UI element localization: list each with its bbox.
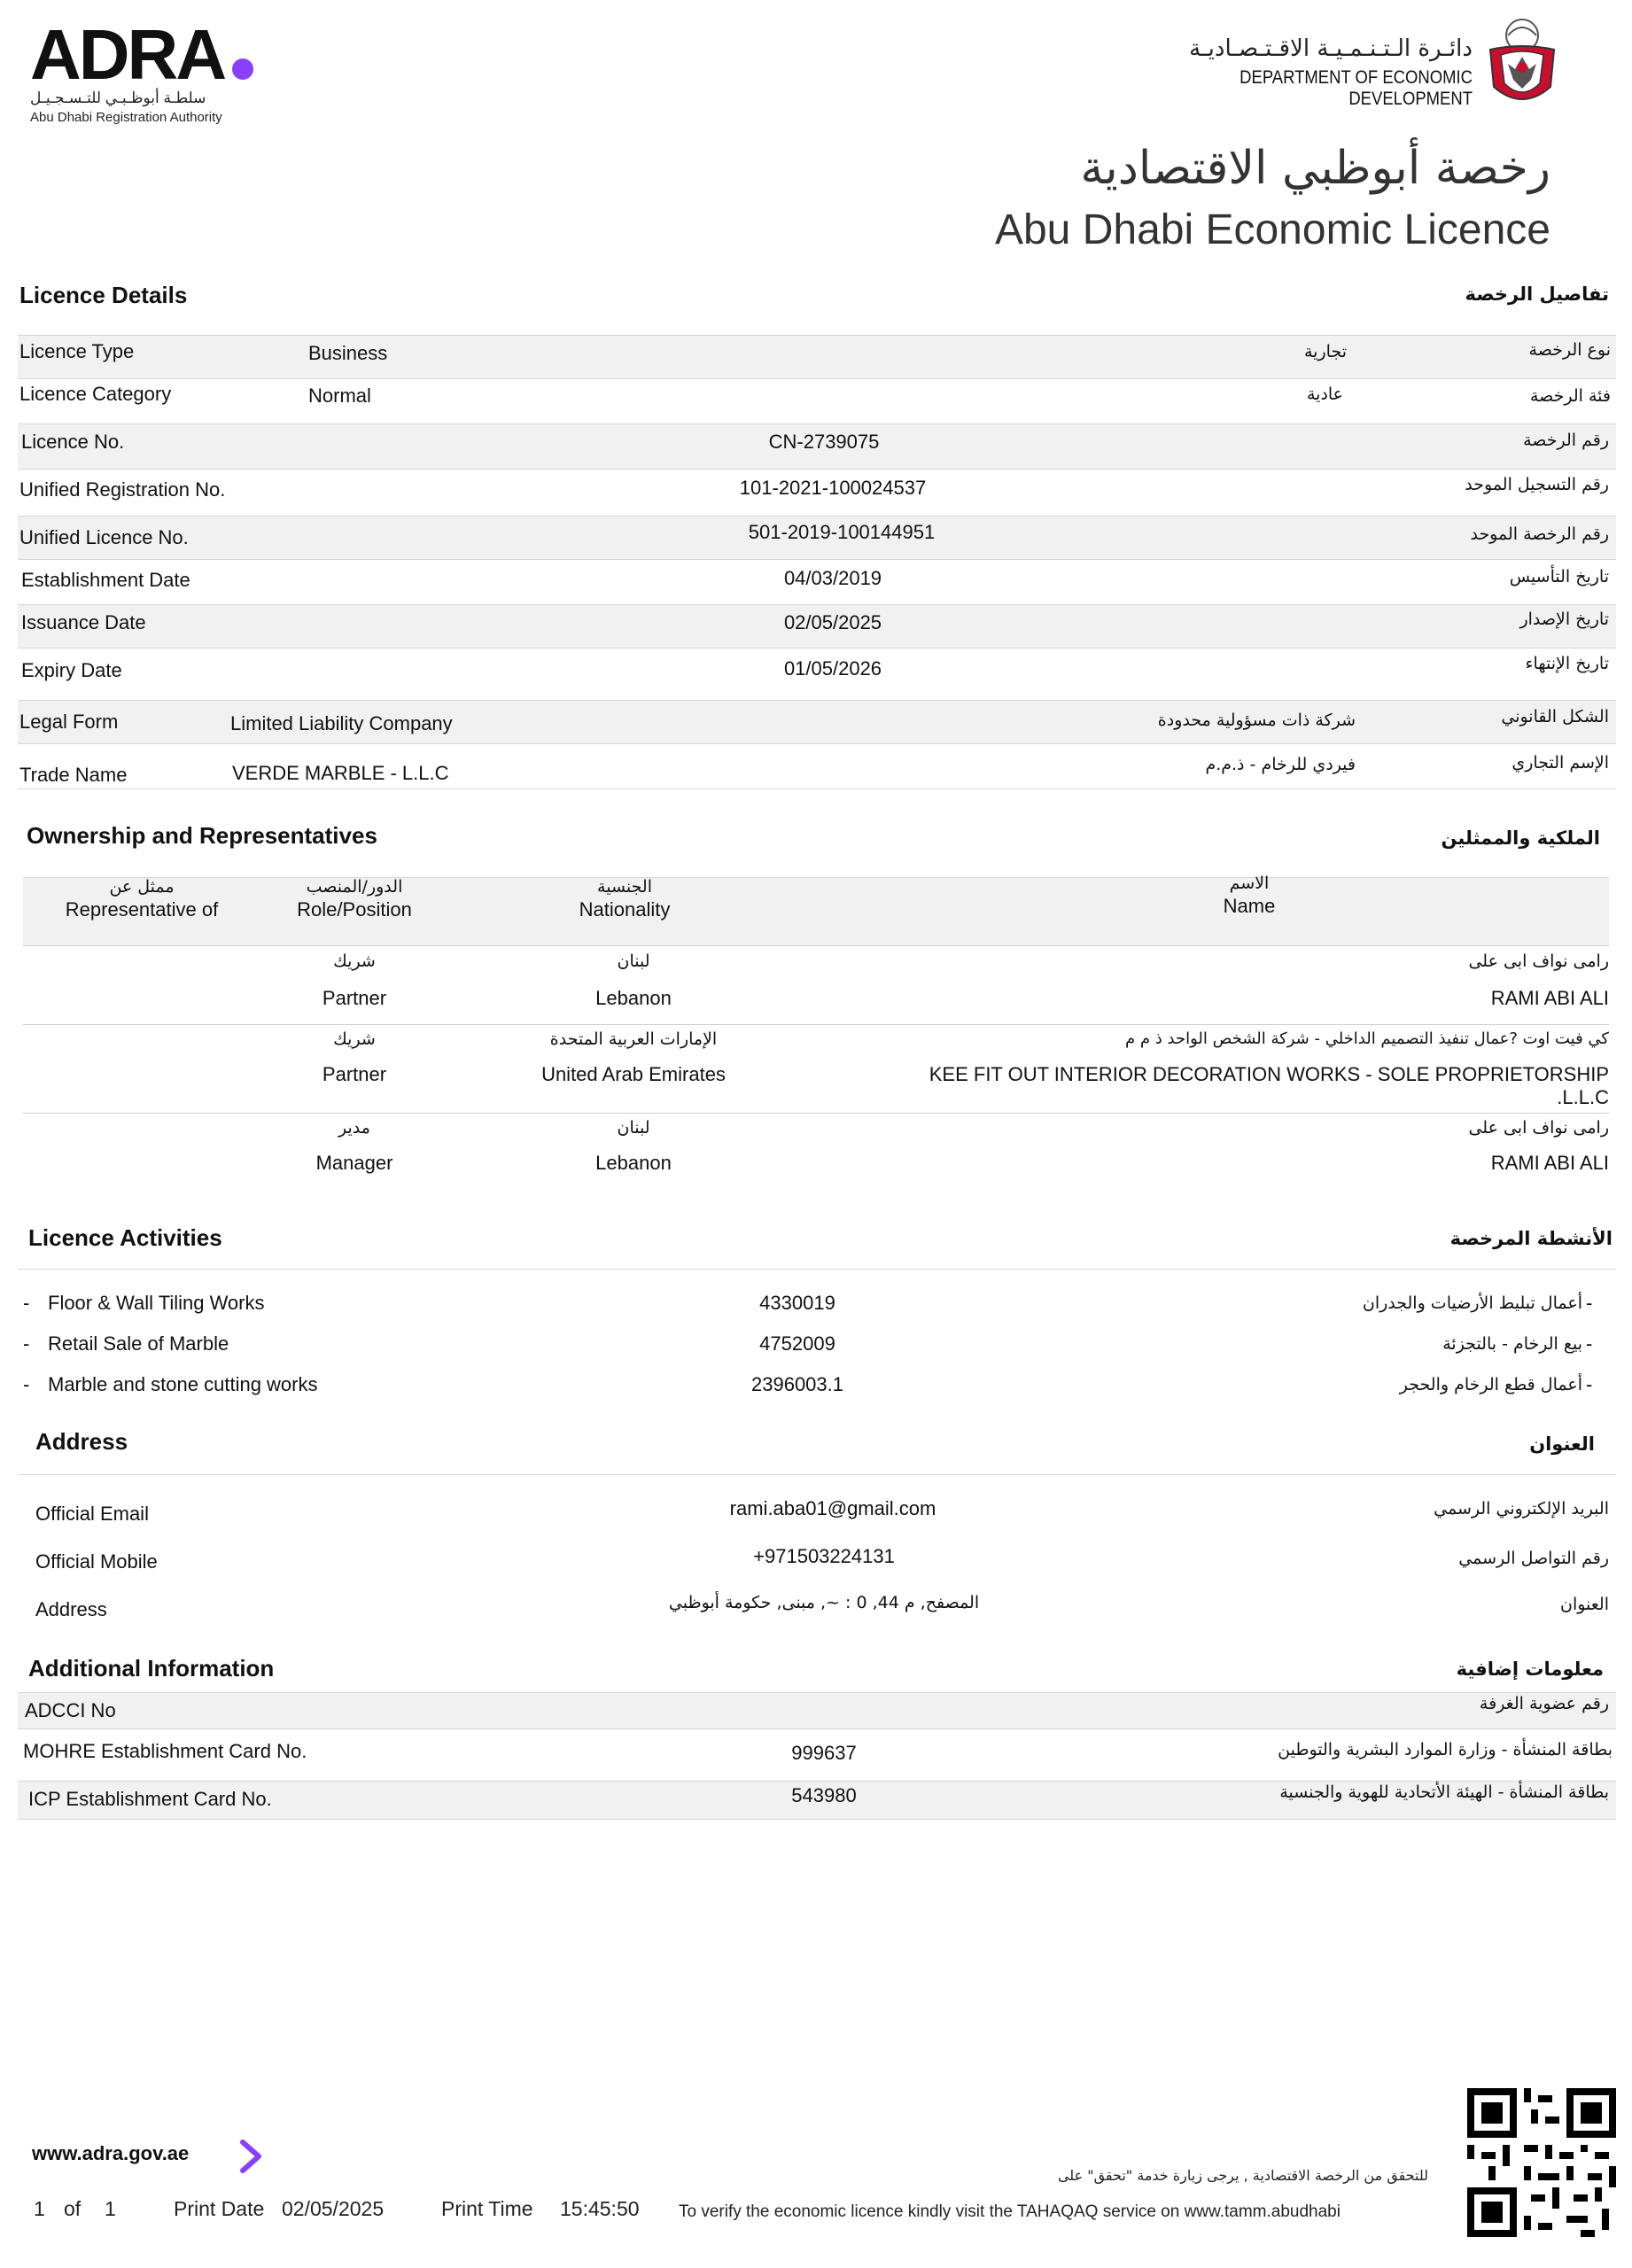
licence-type-band [18,335,1616,379]
expiry-date-label: Expiry Date [21,659,122,681]
licence-category-label: Licence Category [19,383,172,405]
address-label: Address [35,1598,107,1620]
official-mobile-label: Official Mobile [35,1550,158,1573]
unified-registration-label-ar: رقم التسجيل الموحد [1465,475,1609,494]
adra-website-link[interactable]: www.adra.gov.ae [32,2142,190,2164]
legal-form-value: Limited Liability Company [230,712,453,734]
activity-3-dash-ar: - [1586,1373,1593,1395]
trade-name-value-ar: فيردي للرخام - ذ.م.م [1205,755,1356,774]
official-email-value: rami.aba01@gmail.com [729,1497,936,1519]
print-date-label: Print Date [174,2197,265,2220]
owner-2-nationality: United Arab Emirates [541,1063,726,1085]
licence-no-label-ar: رقم الرخصة [1523,431,1609,450]
address-value: المصفح, م 44, 0 : ~, مبنى, حكومة أبوظبي [668,1593,980,1612]
unified-licence-value: 501-2019-100144951 [748,521,936,543]
page-number-total: 1 [105,2197,116,2220]
adra-logo-arabic: سلطـة أبوظـبـي للتـسـجـيـل [30,89,206,106]
licence-title-arabic: رخصة أبوظبي الاقتصادية [1080,142,1550,195]
header-nationality: Nationality [579,898,671,920]
header-nationality-ar: الجنسية [597,877,652,897]
adcci-label: ADCCI No [25,1699,116,1721]
activity-2-dash: - [23,1332,30,1355]
owner-row-divider [23,1024,1609,1025]
activity-1-code: 4330019 [759,1292,835,1314]
page-number-of: of [64,2197,82,2220]
chevron-right-icon [237,2139,264,2174]
owner-2-name-ar: كي فيت اوت ?عمال تنفيذ التصميم الداخلي - شركة الشخص الواحد ذ م م [1125,1029,1609,1048]
header-name: Name [1223,895,1276,917]
establishment-date-label-ar: تاريخ التأسيس [1509,567,1609,586]
official-email-label: Official Email [35,1503,149,1525]
activity-2-code: 4752009 [759,1332,835,1355]
owner-1-nationality-ar: لبنان [617,951,650,971]
activity-3-code: 2396003.1 [751,1373,843,1395]
activity-1-dash-ar: - [1586,1292,1593,1314]
owner-3-nationality-ar: لبنان [617,1118,650,1138]
activity-3-name-ar: أعمال قطع الرخام والحجر [1399,1375,1582,1394]
licence-type-label-ar: نوع الرخصة [1528,340,1611,360]
header-role-ar: الدور/المنصب [306,877,403,897]
header-representative: Representative of [65,898,219,920]
licence-no-label: Licence No. [21,431,125,453]
legal-form-label: Legal Form [19,711,119,733]
adra-logo-dot [232,58,253,80]
owner-2-nationality-ar: الإمارات العربية المتحدة [549,1029,718,1049]
licence-type-value: Business [308,342,388,364]
section-title-activities: Licence Activities [28,1224,222,1251]
print-time-label: Print Time [441,2197,533,2220]
address-divider [18,1474,1616,1475]
trade-name-label-ar: الإسم التجاري [1512,753,1609,773]
licence-category-value-ar: عادية [1306,384,1343,404]
activity-3-dash: - [23,1373,30,1395]
ded-arabic-name: دائـرة الـتـنـمـيـة الاقـتـصـاديـة [1189,35,1473,62]
legal-form-value-ar: شركة ذات مسؤولية محدودة [1157,711,1356,730]
issuance-date-label: Issuance Date [21,611,146,633]
section-title-ownership: Ownership and Representatives [27,822,377,849]
establishment-date-label: Establishment Date [21,569,190,591]
mohre-card-label: MOHRE Establishment Card No. [23,1740,307,1762]
owner-1-role: Partner [322,987,387,1009]
verify-note-en: To verify the economic licence kindly visit the TAHAQAQ service on www.tamm.abudhabi [679,2202,1341,2221]
owner-1-name-ar: رامى نواف ابى على [1468,951,1609,971]
licence-no-value: CN-2739075 [768,431,880,453]
activity-1-dash: - [23,1292,30,1314]
official-mobile-value: +971503224131 [753,1545,895,1567]
licence-category-value: Normal [308,384,371,407]
unified-registration-value: 101-2021-100024537 [739,477,927,499]
licence-type-value-ar: تجارية [1304,342,1347,361]
owner-2-name: KEE FIT OUT INTERIOR DECORATION WORKS - SOLE PROPRIETORSHIP [929,1063,1609,1085]
owner-3-role-ar: مدير [338,1118,370,1138]
official-mobile-label-ar: رقم التواصل الرسمي [1458,1549,1609,1568]
section-title-licence-details-ar: تفاصيل الرخصة [1465,284,1609,305]
section-title-additional: Additional Information [28,1655,275,1682]
trade-name-value: VERDE MARBLE - L.L.C [232,762,449,784]
unified-licence-label: Unified Licence No. [19,526,189,548]
licence-title-english: Abu Dhabi Economic Licence [994,206,1550,253]
abu-dhabi-emblem-icon [1481,16,1563,115]
header-representative-ar: ممثل عن [109,877,175,897]
activity-2-name: Retail Sale of Marble [48,1332,229,1355]
issuance-date-value: 02/05/2025 [783,611,882,633]
activity-1-name-ar: أعمال تبليط الأرضيات والجدران [1362,1293,1582,1313]
activities-divider [18,1269,1616,1270]
section-title-licence-details: Licence Details [19,282,188,308]
adcci-label-ar: رقم عضوية الغرفة [1479,1694,1609,1713]
activity-3-name: Marble and stone cutting works [48,1373,318,1395]
unified-licence-label-ar: رقم الرخصة الموحد [1470,524,1609,544]
header-role: Role/Position [297,898,412,920]
verify-note-ar: للتحقق من الرخصة الاقتصادية , يرجى زيارة خدمة "تحقق" على [1057,2167,1428,2184]
owner-1-name: RAMI ABI ALI [1490,987,1609,1009]
mohre-card-value: 999637 [791,1742,857,1764]
trade-name-label: Trade Name [19,764,128,786]
page-number-current: 1 [34,2197,45,2220]
section-title-ownership-ar: الملكية والممثلين [1441,827,1600,849]
mohre-card-label-ar: بطاقة المنشأة - وزارة الموارد البشرية والتوطين [1278,1740,1613,1759]
owner-3-name: RAMI ABI ALI [1490,1152,1609,1174]
establishment-date-value: 04/03/2019 [783,567,882,589]
ded-english-name: DEPARTMENT OF ECONOMIC DEVELOPMENT [1240,67,1473,109]
owner-1-nationality: Lebanon [595,987,672,1009]
activity-2-name-ar: بيع الرخام - بالتجزئة [1442,1334,1582,1354]
owner-2-name-suffix: .L.L.C [1557,1086,1609,1108]
section-title-activities-ar: الأنشطة المرخصة [1449,1228,1613,1249]
icp-card-label-ar: بطاقة المنشأة - الهيئة الأتحادية للهوية والجنسية [1279,1783,1609,1802]
section-title-address: Address [35,1428,128,1455]
licence-category-label-ar: فئة الرخصة [1529,386,1611,406]
qr-code-icon [1467,2088,1616,2237]
activity-2-dash-ar: - [1586,1332,1593,1355]
print-time-value: 15:45:50 [560,2197,640,2220]
section-title-additional-ar: معلومات إضافية [1456,1658,1604,1680]
owner-3-role: Manager [315,1152,393,1174]
icp-card-label: ICP Establishment Card No. [28,1788,272,1810]
icp-card-value: 543980 [791,1784,857,1806]
unified-registration-label: Unified Registration No. [19,478,226,501]
owner-2-role: Partner [322,1063,387,1085]
official-email-label-ar: البريد الإلكتروني الرسمي [1434,1499,1609,1518]
expiry-date-value: 01/05/2026 [783,657,882,680]
expiry-date-label-ar: تاريخ الإنتهاء [1525,654,1609,673]
owner-2-role-ar: شريك [333,1029,376,1049]
legal-form-label-ar: الشكل القانوني [1501,707,1609,726]
details-bottom-divider [18,788,1616,789]
address-label-ar: العنوان [1559,1595,1609,1614]
print-date-value: 02/05/2025 [282,2197,385,2220]
owner-row-divider [23,1113,1609,1114]
issuance-date-label-ar: تاريخ الإصدار [1519,610,1609,629]
owner-3-name-ar: رامى نواف ابى على [1468,1118,1609,1138]
activity-1-name: Floor & Wall Tiling Works [48,1292,265,1314]
licence-type-label: Licence Type [19,340,135,362]
owner-3-nationality: Lebanon [595,1152,672,1174]
section-title-address-ar: العنوان [1529,1433,1595,1455]
adra-logo-subtitle: Abu Dhabi Registration Authority [30,110,222,125]
header-name-ar: الاسم [1229,874,1270,893]
adra-logo: ADRA [30,15,225,94]
owner-1-role-ar: شريك [333,951,376,971]
